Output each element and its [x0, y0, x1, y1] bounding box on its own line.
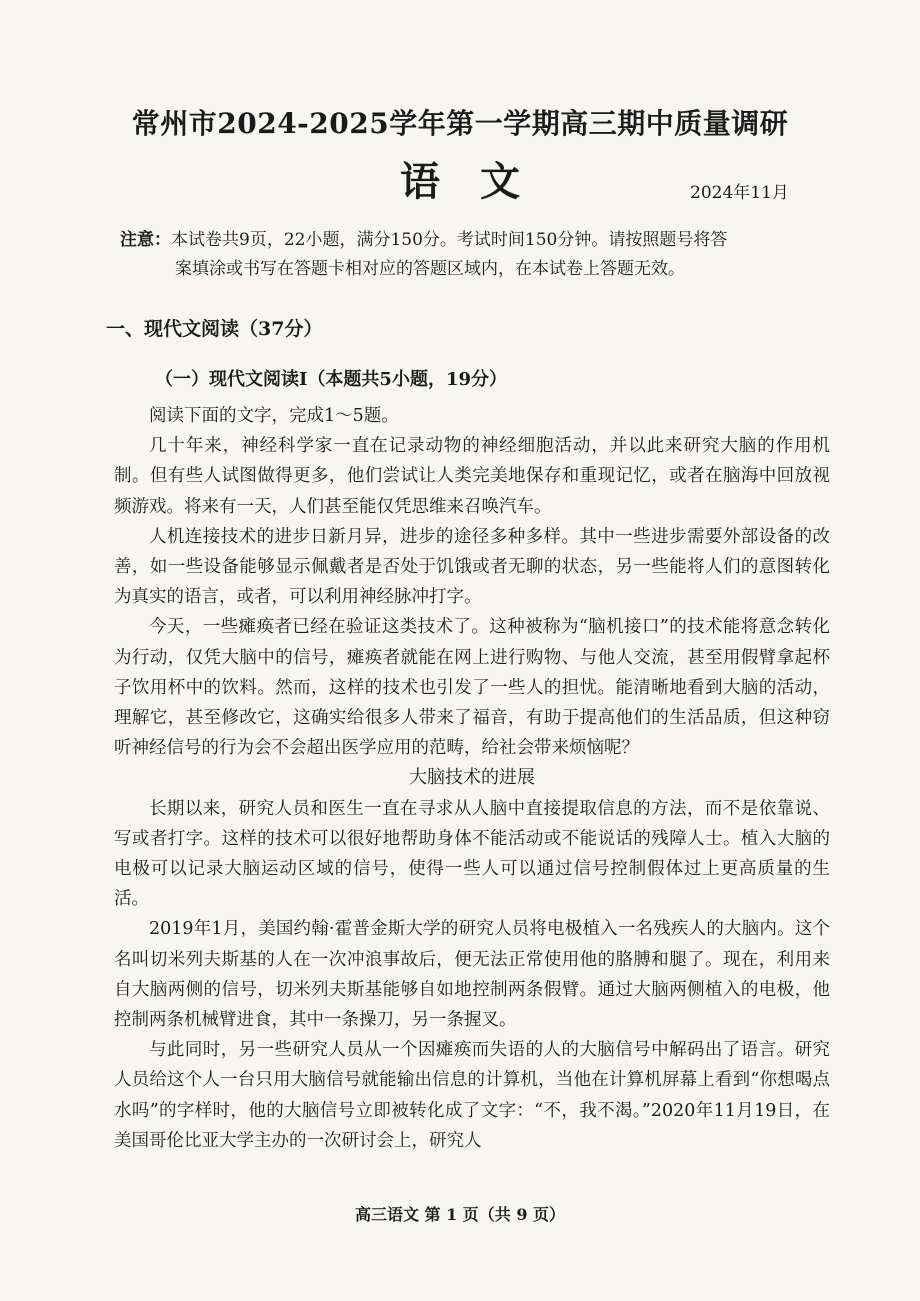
passage-paragraph-4: 长期以来，研究人员和医生一直在寻求从人脑中直接提取信息的方法，而不是依靠说、写或者打字。这样的技术可以很好地帮助身体不能活动或不能说话的残障人士。植入大脑的电极可以记录大脑运动区域的信号，使得一些人可以通过信号控制假体过上更高质量的生活。: [114, 798, 830, 910]
exam-date: 2024年11月: [690, 183, 789, 203]
notice-block: [120, 226, 820, 284]
passage-instruction: 阅读下面的文字，完成1～5题。: [149, 406, 399, 426]
passage-paragraph-2: 人机连接技术的进步日新月异，进步的途径多种多样。其中一些进步需要外部设备的改善，如一些设备能够显示佩戴者是否处于饥饿或者无聊的状态，另一些能将人们的意图转化为真实的语言，或者，可以利用神经脉冲打字。: [114, 526, 830, 608]
exam-title: 常州市2024-2025学年第一学期高三期中质量调研: [131, 107, 789, 140]
notice-text-1: 本试卷共9页，22小题，满分150分。考试时间150分钟。请按照题号将答: [171, 230, 728, 250]
reading-passage: [114, 401, 830, 1156]
passage-paragraph-5: 2019年1月，美国约翰·霍普金斯大学的研究人员将电极植入一名残疾人的大脑内。这个名叫切米列夫斯基的人在一次冲浪事故后，便无法正常使用他的胳膊和腿了。现在，利用来自大脑两侧的信号，切米列夫斯基能够自如地控制两条假臂。通过大脑两侧植入的电极，他控制两条机械臂进食，其中一条操刀，另一条握叉。: [114, 919, 830, 1031]
section-heading: 一、现代文阅读（37分）: [106, 318, 323, 340]
passage-subtitle: 大脑技术的进展: [409, 767, 535, 789]
passage-paragraph-1: 几十年来，神经科学家一直在记录动物的神经细胞活动，并以此来研究大脑的作用机制。但有些人试图做得更多，他们尝试让人类完美地保存和重现记忆，或者在脑海中回放视频游戏。将来有一天，人们甚至能仅凭思维来召唤汽车。: [114, 436, 830, 517]
passage-paragraph-3: 今天，一些瘫痪者已经在验证这类技术了。这种被称为“脑机接口”的技术能将意念转化为行动，仅凭大脑中的信号，瘫痪者就能在网上进行购物、与他人交流，甚至用假臂拿起杯子饮用杯中的饮料。然而，这样的技术也引发了一些人的担忧。能清晰地看到大脑的活动，理解它，甚至修改它，这确实给很多人带来了福音，有助于提高他们的生活品质，但这种窃听神经信号的行为会不会超出医学应用的范畴，给社会带来烦恼呢？: [114, 617, 830, 759]
notice-line-2: 案填涂或书写在答题卡相对应的答题区域内，在本试卷上答题无效。: [175, 259, 685, 279]
notice-label: 注意：: [120, 230, 171, 250]
notice-line-1: [120, 226, 820, 255]
page-footer: 高三语文 第 1 页（共 9 页）: [354, 1205, 566, 1224]
section-subheading: （一）现代文阅读Ⅰ（本题共5小题，19分）: [155, 369, 507, 390]
subject-title: 语文: [400, 158, 560, 205]
passage-paragraph-6: 与此同时，另一些研究人员从一个因瘫痪而失语的人的大脑信号中解码出了语言。研究人员给这个人一台只用大脑信号就能输出信息的计算机，当他在计算机屏幕上看到“你想喝点水吗”的字样时，他的大脑信号立即被转化成了文字：“不，我不渴。”2020年11月19日，在美国哥伦比亚大学主办的一次研讨会上，研究人: [114, 1040, 830, 1151]
